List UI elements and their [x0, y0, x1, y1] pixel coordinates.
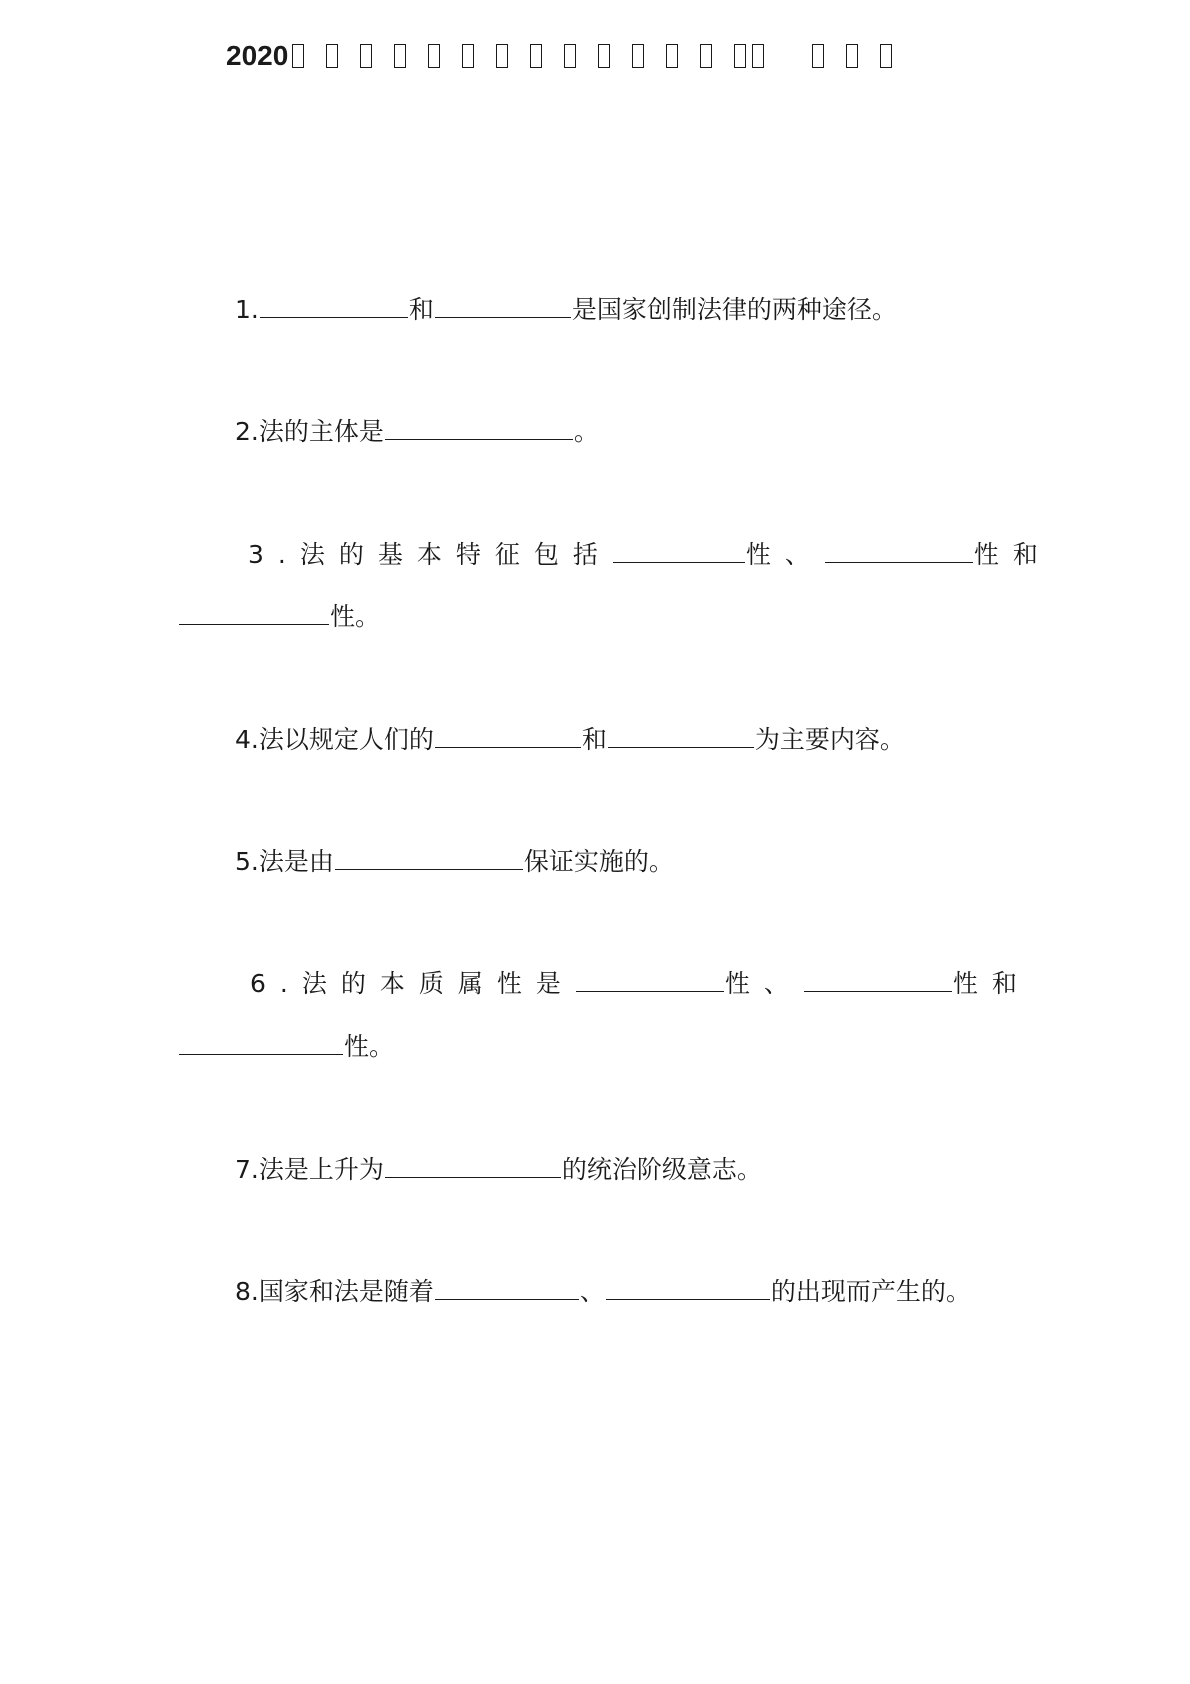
question-text: 法是上升为	[258, 1155, 384, 1184]
answer-blank[interactable]	[260, 290, 408, 318]
answer-blank[interactable]	[179, 1027, 343, 1055]
missing-glyph-box	[360, 44, 372, 68]
answer-blank[interactable]	[435, 1272, 579, 1300]
question-text: 的出现而产生的。	[770, 1277, 971, 1306]
missing-glyph-box	[496, 44, 508, 68]
answer-blank[interactable]	[606, 1272, 770, 1300]
question-text: 的统治阶级意志。	[561, 1155, 762, 1184]
missing-glyph-box	[880, 44, 892, 68]
missing-glyph-box	[598, 44, 610, 68]
question-number: 5.	[235, 847, 259, 876]
question-text: 。	[573, 417, 599, 446]
missing-glyph-box	[700, 44, 712, 68]
missing-glyph-box	[846, 44, 858, 68]
question-text: 和	[581, 725, 607, 754]
missing-glyph-box	[326, 44, 338, 68]
question-text: 性。	[344, 1032, 395, 1061]
missing-glyph-box	[812, 44, 824, 68]
title-year: 2020	[226, 40, 289, 71]
question-number: 8.	[235, 1277, 259, 1306]
answer-blank[interactable]	[576, 964, 724, 992]
question-number: 6.	[250, 969, 302, 998]
question-6	[250, 964, 1031, 1001]
answer-blank[interactable]	[385, 412, 573, 440]
missing-glyph-box	[666, 44, 678, 68]
question-number: 4.	[235, 725, 259, 754]
question-text: 性、	[724, 969, 803, 998]
answer-blank[interactable]	[435, 720, 581, 748]
missing-glyph-box	[292, 44, 304, 68]
document-title	[226, 36, 892, 76]
missing-glyph-box	[462, 44, 474, 68]
question-text: 法的主体是	[258, 417, 384, 446]
question-text: 、	[579, 1277, 605, 1306]
question-3-continued	[178, 597, 380, 634]
missing-glyph-box	[428, 44, 440, 68]
question-text: 性、	[745, 540, 824, 569]
question-8	[235, 1272, 971, 1309]
question-number: 7.	[235, 1155, 259, 1184]
question-3	[248, 535, 1052, 572]
missing-glyph-box	[564, 44, 576, 68]
missing-glyph-box	[752, 44, 764, 68]
question-text: 性和	[952, 969, 1031, 998]
question-text: 法是由	[258, 847, 334, 876]
question-text: 为主要内容。	[754, 725, 905, 754]
question-number: 2.	[235, 417, 259, 446]
question-text: 法的本质属性是	[301, 969, 575, 998]
question-6-continued	[178, 1027, 394, 1064]
missing-glyph-box	[734, 44, 746, 68]
missing-glyph-box	[394, 44, 406, 68]
question-text: 和	[408, 295, 434, 324]
question-text: 法以规定人们的	[258, 725, 434, 754]
question-text: 国家和法是随着	[258, 1277, 434, 1306]
question-7	[235, 1150, 762, 1187]
answer-blank[interactable]	[335, 842, 523, 870]
question-text: 性。	[330, 602, 381, 631]
answer-blank[interactable]	[613, 535, 745, 563]
question-text: 是国家创制法律的两种途径。	[571, 295, 897, 324]
question-4	[235, 720, 905, 757]
missing-glyph-box	[632, 44, 644, 68]
question-text: 法的基本特征包括	[299, 540, 612, 569]
question-text: 保证实施的。	[523, 847, 674, 876]
question-5	[235, 842, 674, 879]
answer-blank[interactable]	[608, 720, 754, 748]
answer-blank[interactable]	[435, 290, 571, 318]
answer-blank[interactable]	[804, 964, 952, 992]
question-1	[235, 290, 897, 327]
answer-blank[interactable]	[825, 535, 973, 563]
question-2	[235, 412, 599, 449]
answer-blank[interactable]	[385, 1150, 561, 1178]
question-number: 3.	[248, 540, 300, 569]
answer-blank[interactable]	[179, 597, 329, 625]
question-text: 性和	[973, 540, 1052, 569]
question-number: 1.	[235, 295, 259, 324]
missing-glyph-box	[530, 44, 542, 68]
